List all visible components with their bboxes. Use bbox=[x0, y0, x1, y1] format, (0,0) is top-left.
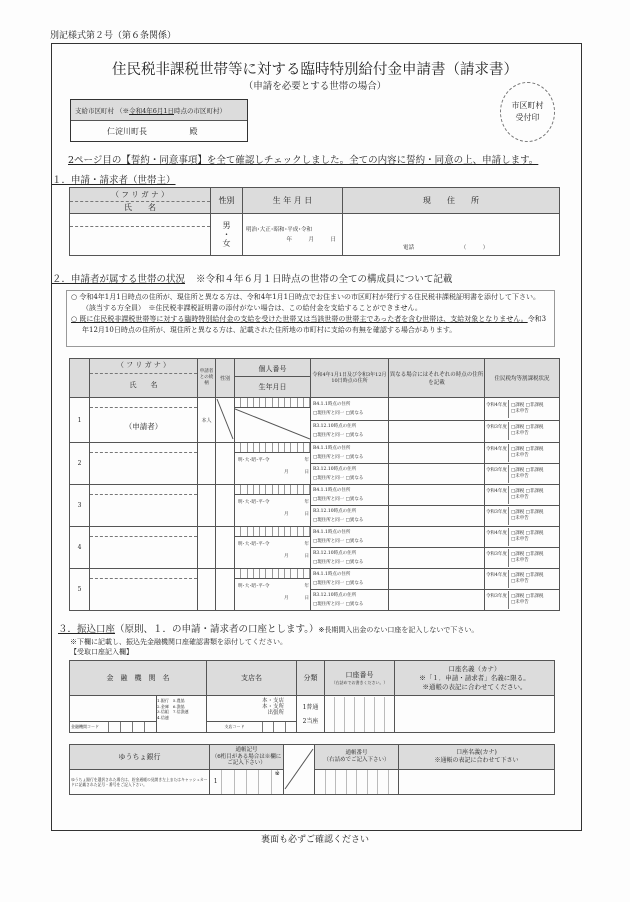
yucho-holder-input[interactable] bbox=[399, 770, 555, 795]
sex-header: 性別 bbox=[211, 188, 243, 214]
household-table bbox=[69, 358, 560, 611]
section3-heading bbox=[58, 621, 478, 635]
member-sex-input[interactable] bbox=[216, 443, 235, 485]
name-input-cell[interactable] bbox=[70, 214, 211, 256]
diagonal-slash bbox=[216, 398, 234, 440]
mynumber-birth-header bbox=[235, 359, 311, 398]
tax-choice-unfiled[interactable]: □未申告 bbox=[511, 600, 529, 605]
address-r4-label: R4.1.1時点の住所 bbox=[313, 530, 351, 535]
address-diff-header: 異なる場合にはそれぞれの時点の住所を記載 bbox=[389, 359, 485, 398]
member-row bbox=[70, 398, 560, 421]
year-label: 年 bbox=[304, 584, 309, 589]
tax-r3-cell[interactable] bbox=[485, 548, 560, 569]
era-options: 明･大･昭･平･令 bbox=[238, 584, 270, 589]
member-row bbox=[70, 443, 560, 464]
yucho-account-table bbox=[69, 744, 555, 795]
address-r4-choice[interactable]: □現住所と同一 □異なる bbox=[313, 455, 364, 460]
month-label: 月 bbox=[284, 512, 289, 517]
tax-r3-cell[interactable] bbox=[485, 464, 560, 485]
row-number: 2 bbox=[70, 443, 90, 485]
tax-r3-cell[interactable] bbox=[485, 506, 560, 527]
account-holder-header bbox=[395, 661, 555, 696]
address-r3-label: R3.12.10時点の住所 bbox=[313, 509, 357, 514]
member-row bbox=[70, 569, 560, 590]
address-r4-label: R4.1.1時点の住所 bbox=[313, 488, 351, 493]
yucho-holder-header bbox=[399, 745, 555, 770]
member-furigana-input[interactable] bbox=[90, 398, 197, 408]
passbook-symbol-note: （6桁目がある場合は※欄にご記入下さい） bbox=[211, 753, 282, 767]
tax-choice-taxed[interactable]: □課税 □非課税 bbox=[511, 552, 544, 557]
consent-statement: 2ページ目の【誓約・同意事項】を全て確認しチェックしました。全ての内容に誓約・同意の上、申請します。 bbox=[68, 155, 539, 166]
member-sex-input[interactable] bbox=[216, 485, 235, 527]
address-r3-cell[interactable] bbox=[311, 464, 389, 485]
fiscal-year-r4: 令和4年度 bbox=[485, 444, 509, 462]
row-number: 3 bbox=[70, 485, 90, 527]
row-number: 5 bbox=[70, 569, 90, 611]
applicant-table bbox=[69, 187, 560, 256]
tax-choice-unfiled[interactable]: □未申告 bbox=[511, 474, 529, 479]
stamp-line2: 受付印 bbox=[515, 113, 540, 122]
tax-choice-taxed[interactable]: □課税 □非課税 bbox=[511, 489, 544, 494]
address-r3-label: R3.12.10時点の住所 bbox=[313, 424, 357, 430]
era-options: 明･大･昭･平･令 bbox=[238, 458, 270, 463]
payer-honorific: 殿 bbox=[189, 127, 198, 136]
my-number-digits[interactable] bbox=[235, 485, 310, 495]
mynumber-birth-input[interactable] bbox=[235, 398, 311, 443]
address-r4-cell[interactable] bbox=[311, 398, 389, 421]
page-title: 住民税非課税世帯等に対する臨時特別給付金申請書（請求書） bbox=[112, 62, 518, 78]
passbook-symbol-input[interactable] bbox=[210, 770, 284, 795]
address-r4-input[interactable] bbox=[389, 485, 485, 506]
payer-municipality-box bbox=[70, 99, 248, 142]
tax-status-header: 住民税均等割課税状況 bbox=[485, 359, 560, 398]
month-label: 月 bbox=[284, 554, 289, 559]
payer-note-suffix: 時点の市区町村） bbox=[174, 107, 226, 115]
relation-input[interactable] bbox=[198, 569, 216, 611]
mynumber-birth-input[interactable] bbox=[235, 485, 311, 527]
era-options: 明･大･昭･平･令 bbox=[238, 542, 270, 547]
footer-note: 裏面も必ずご確認ください bbox=[260, 835, 369, 845]
branch-input[interactable] bbox=[207, 696, 297, 733]
member-sex-input[interactable] bbox=[216, 569, 235, 611]
phone-label: 電話 bbox=[403, 245, 415, 251]
day-label: 日 bbox=[304, 554, 309, 559]
account-box-label: 【受取口座記入欄】 bbox=[70, 648, 133, 656]
member-name-label: 氏 名 bbox=[90, 373, 197, 397]
passbook-number-label: 通帳番号 bbox=[345, 750, 368, 756]
account-category-options[interactable]: 1普通 2当座 bbox=[297, 696, 325, 733]
member-row bbox=[70, 485, 560, 506]
passbook-number-note: （右詰めでご記入下さい） bbox=[323, 757, 390, 763]
member-sex-header: 性別 bbox=[216, 359, 235, 398]
fiscal-year-r4: 令和4年度 bbox=[485, 528, 509, 546]
address-r3-choice[interactable]: □現住所と同一 □異なる bbox=[313, 476, 364, 481]
member-name-input[interactable] bbox=[90, 443, 198, 485]
member-furigana-input[interactable] bbox=[90, 485, 197, 495]
section2-notes bbox=[66, 290, 555, 347]
mynumber-birth-input[interactable] bbox=[235, 443, 311, 485]
tax-r4-cell[interactable] bbox=[485, 527, 560, 548]
year-label: 年 bbox=[304, 458, 309, 463]
category-header: 分類 bbox=[297, 661, 325, 696]
phone-area-code: （ ） bbox=[460, 245, 489, 251]
address-r3-input[interactable] bbox=[389, 464, 485, 485]
address-r4-input[interactable] bbox=[389, 569, 485, 590]
my-number-label: 個人番号 bbox=[235, 364, 310, 377]
mynumber-birth-input[interactable] bbox=[235, 527, 311, 569]
address-header: 現 住 所 bbox=[343, 188, 560, 214]
tax-choice-unfiled[interactable]: □未申告 bbox=[511, 537, 529, 542]
address-r4-cell[interactable] bbox=[311, 443, 389, 464]
page-subtitle: （申請を必要とする世帯の場合） bbox=[243, 81, 387, 92]
address-r4-label: R4.1.1時点の住所 bbox=[313, 401, 351, 407]
member-birthdate-label: 生年月日 bbox=[258, 383, 287, 391]
address-r4-cell[interactable] bbox=[311, 485, 389, 506]
sex-options[interactable]: 男 ・ 女 bbox=[211, 214, 243, 256]
name-label: 氏 名 bbox=[70, 201, 210, 213]
relation-input[interactable]: 本人 bbox=[198, 398, 216, 443]
yucho-holder-label: 口座名義(カナ) bbox=[456, 749, 497, 756]
form-id: 別記様式第２号（第６条関係） bbox=[50, 31, 177, 41]
address-dates-header: 令和4年1月1日及び令和3年12月10日時点の住所 bbox=[311, 359, 389, 398]
row-number-header bbox=[70, 359, 90, 398]
address-r3-label: R3.12.10時点の住所 bbox=[313, 551, 357, 556]
payer-body bbox=[71, 121, 247, 137]
member-furigana-label: （ フ リ ガ ナ ） bbox=[116, 360, 171, 369]
address-r3-choice[interactable]: □現住所と同一 □異なる bbox=[313, 602, 364, 607]
address-r4-cell[interactable] bbox=[311, 569, 389, 590]
tax-r4-cell[interactable] bbox=[485, 398, 560, 421]
tax-choice-unfiled[interactable]: □未申告 bbox=[511, 495, 529, 500]
relation-input[interactable] bbox=[198, 527, 216, 569]
payer-recipient: 仁淀川町長 bbox=[107, 127, 147, 136]
address-r3-cell[interactable] bbox=[311, 506, 389, 527]
account-number-label: 口座番号 bbox=[345, 671, 374, 679]
section3-note: ※長期間入出金のない口座を記入しないで下さい。 bbox=[318, 626, 479, 634]
address-r4-input[interactable] bbox=[389, 443, 485, 464]
note-address-check: 令和3年12月10日時点の住所が、現住所と異なる方は、記載された住所地の市町村に支給の有無を確認する場合があります。 bbox=[82, 315, 547, 334]
address-r3-choice[interactable]: □現住所と同一 □異なる bbox=[313, 433, 364, 439]
fiscal-year-r3: 令和3年度 bbox=[485, 549, 509, 567]
payer-label: 支給市区町村 bbox=[75, 107, 114, 115]
bank-account-table bbox=[69, 660, 555, 733]
bank-name-header: 金 融 機 関 名 bbox=[70, 661, 207, 696]
my-number-digits[interactable] bbox=[235, 443, 310, 453]
tax-choice-unfiled[interactable]: □未申告 bbox=[511, 453, 529, 458]
branch-code-label: 支店コード bbox=[224, 724, 245, 729]
member-furigana-input[interactable] bbox=[90, 569, 197, 579]
tax-choice-taxed[interactable]: □課税 □非課税 bbox=[511, 531, 544, 536]
section1-heading-text: １．申請・請求者（世帯主） bbox=[52, 175, 176, 186]
note-certificate: ○ 令和4年1月1日時点の住所が、現住所と異なる方は、令和4年1月1日時点でお住まいの市区町村が発行する住民税非課税証明書を添付して下さい。（該当する方全員） ※住民税非課税証明書の添付がない場合は、この給付金を支給することができません。 bbox=[71, 293, 541, 312]
address-r4-label: R4.1.1時点の住所 bbox=[313, 572, 351, 577]
address-r3-label: R3.12.10時点の住所 bbox=[313, 593, 357, 598]
section3-heading-text: ３．振込口座 bbox=[58, 624, 116, 635]
relation-header: 申請者との続柄 bbox=[198, 359, 216, 398]
tax-choice-taxed[interactable]: □課税 □非課税 bbox=[511, 573, 544, 578]
tax-choice-taxed[interactable]: □課税 □非課税 bbox=[511, 510, 544, 515]
address-r4-choice[interactable]: □現住所と同一 □異なる bbox=[313, 581, 364, 586]
my-number-digits[interactable] bbox=[235, 527, 310, 537]
section3-instruction: ※下欄に記載し、振込先金融機関口座確認書類を添付してください。 bbox=[70, 638, 287, 646]
fiscal-year-r3: 令和3年度 bbox=[485, 465, 509, 483]
tax-choice-taxed[interactable]: □課税 □非課税 bbox=[511, 402, 544, 408]
address-r4-label: R4.1.1時点の住所 bbox=[313, 446, 351, 451]
address-r4-choice[interactable]: □現住所と同一 □異なる bbox=[313, 497, 364, 502]
tax-choice-taxed[interactable]: □課税 □非課税 bbox=[511, 447, 544, 452]
section2-heading-text: ２．申請者が属する世帯の状況 bbox=[52, 274, 186, 285]
account-number-input[interactable] bbox=[325, 696, 395, 733]
day-label: 日 bbox=[304, 596, 309, 601]
fiscal-year-r4: 令和4年度 bbox=[485, 570, 509, 588]
account-holder-label: 口座名義（カナ） bbox=[448, 664, 501, 673]
tax-r3-cell[interactable] bbox=[485, 420, 560, 443]
year-label: 年 bbox=[304, 500, 309, 505]
fiscal-year-r4: 令和4年度 bbox=[485, 400, 509, 418]
member-furigana-input[interactable] bbox=[90, 443, 197, 453]
tax-choice-taxed[interactable]: □課税 □非課税 bbox=[511, 468, 544, 473]
address-r4-cell[interactable] bbox=[311, 527, 389, 548]
birthdate-input[interactable] bbox=[243, 214, 343, 256]
address-r3-input[interactable] bbox=[389, 590, 485, 611]
address-r3-input[interactable] bbox=[389, 548, 485, 569]
passbook-number-header bbox=[315, 745, 399, 770]
section1-heading bbox=[52, 172, 176, 186]
my-number-digits[interactable] bbox=[235, 398, 310, 408]
tax-choice-unfiled[interactable]: □未申告 bbox=[511, 558, 529, 563]
reception-stamp-area bbox=[500, 82, 555, 142]
diagonal-slash bbox=[284, 748, 314, 790]
payer-note-prefix: （※ bbox=[116, 107, 130, 115]
applicant-label: （申請者） bbox=[124, 422, 163, 431]
section3-heading-rest: （原則、１．の申請・請求者の口座とします。） bbox=[115, 624, 319, 635]
tax-r4-cell[interactable] bbox=[485, 569, 560, 590]
address-r3-cell[interactable] bbox=[311, 590, 389, 611]
account-holder-input[interactable] bbox=[395, 696, 555, 733]
relation-input[interactable] bbox=[198, 485, 216, 527]
note-already-paid-underlined: ○ 既に住民税非課税世帯等に対する臨時特別給付金の支給を受けた世帯又は当該世帯の世帯主であった者を含む世帯は、支給対象となりません。 bbox=[71, 315, 528, 323]
tax-choice-unfiled[interactable]: □未申告 bbox=[511, 431, 529, 437]
fiscal-year-r4: 令和4年度 bbox=[485, 486, 509, 504]
address-r3-choice[interactable]: □現住所と同一 □異なる bbox=[313, 518, 364, 523]
member-name-input[interactable] bbox=[90, 527, 198, 569]
fiscal-year-r3: 令和3年度 bbox=[485, 422, 509, 440]
passbook-number-input[interactable] bbox=[315, 770, 399, 795]
tax-choice-unfiled[interactable]: □未申告 bbox=[511, 516, 529, 521]
furigana-label: （ フ リ ガ ナ ） bbox=[111, 189, 169, 199]
relation-input[interactable] bbox=[198, 443, 216, 485]
era-options: 明･大･昭･平･令 bbox=[238, 500, 270, 505]
name-header bbox=[70, 188, 211, 214]
day-label: 日 bbox=[304, 512, 309, 517]
tax-r4-cell[interactable] bbox=[485, 485, 560, 506]
ymd-labels: 年 月 日 bbox=[286, 236, 336, 243]
mynumber-birth-input[interactable] bbox=[235, 569, 311, 611]
member-name-header bbox=[90, 359, 198, 398]
payer-header bbox=[71, 100, 247, 121]
era-options: 明治･大正･昭和･平成･令和 bbox=[246, 226, 313, 233]
tax-r3-cell[interactable] bbox=[485, 590, 560, 611]
address-r4-input[interactable] bbox=[389, 527, 485, 548]
member-sex-input[interactable] bbox=[216, 527, 235, 569]
month-label: 月 bbox=[284, 596, 289, 601]
address-r3-label: R3.12.10時点の住所 bbox=[313, 467, 357, 472]
row-number: 1 bbox=[70, 398, 90, 443]
member-name-input[interactable] bbox=[90, 398, 198, 443]
member-row bbox=[70, 527, 560, 548]
passbook-symbol-label: 通帳記号 bbox=[235, 747, 258, 754]
slash-cell bbox=[284, 745, 315, 795]
month-label: 月 bbox=[284, 470, 289, 475]
diagonal-slash bbox=[235, 408, 310, 440]
tax-choice-unfiled[interactable]: □未申告 bbox=[511, 579, 529, 584]
bank-type-options[interactable]: 1.銀行 5.農協 2.金庫 6.漁協 3.信組 7.信漁連 4.信連 bbox=[157, 696, 207, 733]
furigana-input[interactable] bbox=[70, 214, 210, 227]
address-r3-input[interactable] bbox=[389, 506, 485, 527]
member-sex-input[interactable] bbox=[216, 398, 235, 443]
tax-choice-taxed[interactable]: □課税 □非課税 bbox=[511, 425, 544, 431]
row-number: 4 bbox=[70, 527, 90, 569]
my-number-digits[interactable] bbox=[235, 569, 310, 579]
tax-choice-taxed[interactable]: □課税 □非課税 bbox=[511, 594, 544, 599]
address-r3-cell[interactable] bbox=[311, 420, 389, 443]
passbook-symbol-header bbox=[210, 745, 284, 770]
day-label: 日 bbox=[304, 470, 309, 475]
fiscal-year-r3: 令和3年度 bbox=[485, 591, 509, 609]
address-r3-choice[interactable]: □現住所と同一 □異なる bbox=[313, 560, 364, 565]
branch-header: 支店名 bbox=[207, 661, 297, 696]
member-name-input[interactable] bbox=[90, 569, 198, 611]
section2-note: ※令和４年６月１日時点の世帯の全ての構成員について記載 bbox=[196, 274, 453, 285]
account-number-note: （右詰めでお書きください。） bbox=[331, 680, 388, 685]
symbol-sixth-digit-mark: ※ bbox=[274, 770, 280, 777]
address-r3-input[interactable] bbox=[389, 420, 485, 443]
branch-type-options[interactable]: 本・支店 本・支所 出張所 bbox=[261, 698, 284, 716]
address-r4-choice[interactable]: □現住所と同一 □異なる bbox=[313, 410, 364, 416]
member-name-input[interactable] bbox=[90, 485, 198, 527]
address-r4-input[interactable] bbox=[389, 398, 485, 421]
member-furigana-input[interactable] bbox=[90, 527, 197, 537]
yucho-holder-note: ※通帳の表記に合わせて下さい bbox=[434, 757, 519, 764]
yucho-note: ゆうちょ銀行を選択された場合は、貯金通帳の見開き左上またはキャッシュカードに記載された記号・番号をご記入下さい。 bbox=[70, 770, 210, 795]
yucho-header: ゆうちょ銀行 bbox=[70, 745, 210, 770]
year-label: 年 bbox=[304, 542, 309, 547]
address-input[interactable] bbox=[343, 214, 560, 256]
tax-choice-unfiled[interactable]: □未申告 bbox=[511, 408, 529, 414]
birthdate-header: 生 年 月 日 bbox=[243, 188, 343, 214]
symbol-first-digit: 1 bbox=[210, 770, 222, 794]
note-already-paid bbox=[71, 314, 550, 336]
payer-note-date: 令和4年6月1日 bbox=[129, 107, 174, 115]
fiscal-year-r3: 令和3年度 bbox=[485, 507, 509, 525]
bank-name-input[interactable] bbox=[70, 696, 157, 733]
stamp-line1: 市区町村 bbox=[511, 101, 544, 110]
section2-heading bbox=[52, 271, 452, 285]
account-holder-note2: ※通帳の表記に合わせてください。 bbox=[422, 682, 527, 691]
address-r4-choice[interactable]: □現住所と同一 □異なる bbox=[313, 539, 364, 544]
address-r3-cell[interactable] bbox=[311, 548, 389, 569]
account-number-header bbox=[325, 661, 395, 696]
account-holder-note1: ※「１．申請・請求者」名義に限る。 bbox=[419, 673, 530, 682]
bank-code-label: 金融機関コード bbox=[71, 724, 99, 729]
tax-r4-cell[interactable] bbox=[485, 443, 560, 464]
